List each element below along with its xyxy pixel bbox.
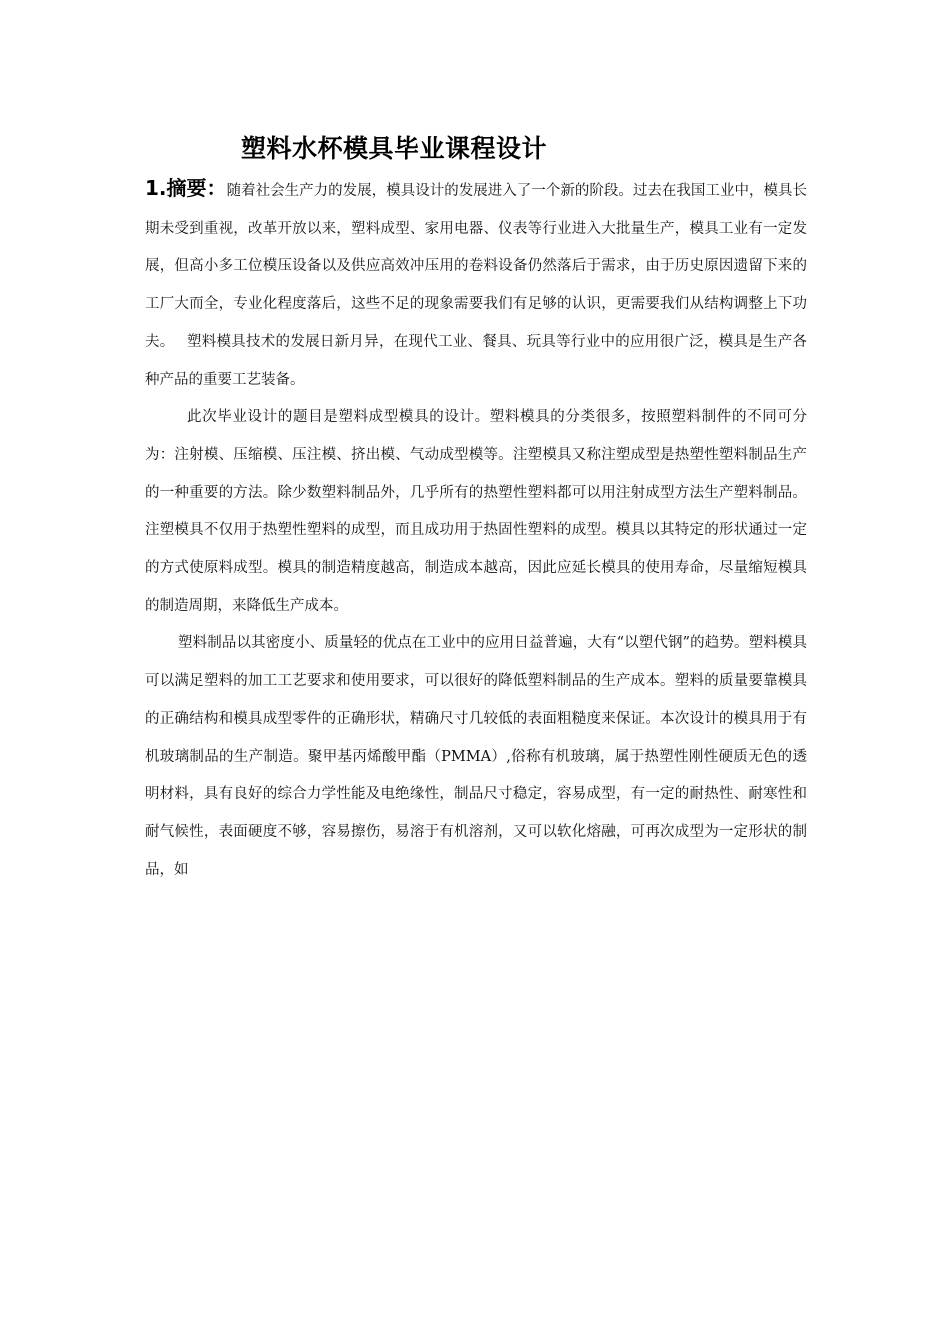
body-paragraph: 塑料制品以其密度小、质量轻的优点在工业中的应用日益普遍，大有“以塑代钢”的趋势。塑料模具可以满足塑料的加工工艺要求和使用要求，可以很好的降低塑料制品的生产成本。塑料的质量要靠模具的正确结构和模具成型零件的正确形状，精确尺寸几较低的表面粗糙度来保证。本次设计的模具用于有机玻璃制品的生产制造。聚甲基丙烯酸甲酯（PMMA）,俗称有机玻璃，属于热塑性刚性硬质无色的透明材料，具有良好的综合力学性能及电绝缘性，制品尺寸稳定，容易成型，有一定的耐热性、耐寒性和耐气候性，表面硬度不够，容易擦伤，易溶于有机溶剂，又可以软化熔融，可再次成型为一定形状的制品，如 (145, 635, 807, 878)
document-title: 塑料水杯模具毕业课程设计 (241, 134, 548, 163)
document-body (145, 170, 807, 889)
paragraph-text: 随着社会生产力的发展，模具设计的发展进入了一个新的阶段。过去在我国工业中，模具长期未受到重视，改革开放以来，塑料成型、家用电器、仪表等行业进入大批量生产，模具工业有一定发展，但高小多工位模压设备以及供应高效冲压用的卷料设备仍然落后于需求，由于历史原因遗留下来的工厂大而全，专业化程度落后，这些不足的现象需要我们有足够的认识，更需要我们从结构调整上下功夫。 塑料模具技术的发展日新月异，在现代工业、餐具、玩具等行业中的应用很广泛，模具是生产各种产品的重要工艺装备。 (145, 183, 807, 388)
body-paragraph: 此次毕业设计的题目是塑料成型模具的设计。塑料模具的分类很多，按照塑料制件的不同可分为：注射模、压缩模、压注模、挤出模、气动成型模等。注塑模具又称注塑成型是热塑性塑料制品生产的一种重要的方法。除少数塑料制品外，几乎所有的热塑性塑料都可以用注射成型方法生产塑料制品。注塑模具不仅用于热塑性塑料的成型，而且成功用于热固性塑料的成型。模具以其特定的形状通过一定的方式使原料成型。模具的制造精度越高，制造成本越高，因此应延长模具的使用寿命，尽量缩短模具的制造周期，来降低生产成本。 (145, 409, 807, 614)
abstract-heading: 1.摘要： (145, 176, 227, 200)
abstract-paragraph (145, 170, 807, 399)
